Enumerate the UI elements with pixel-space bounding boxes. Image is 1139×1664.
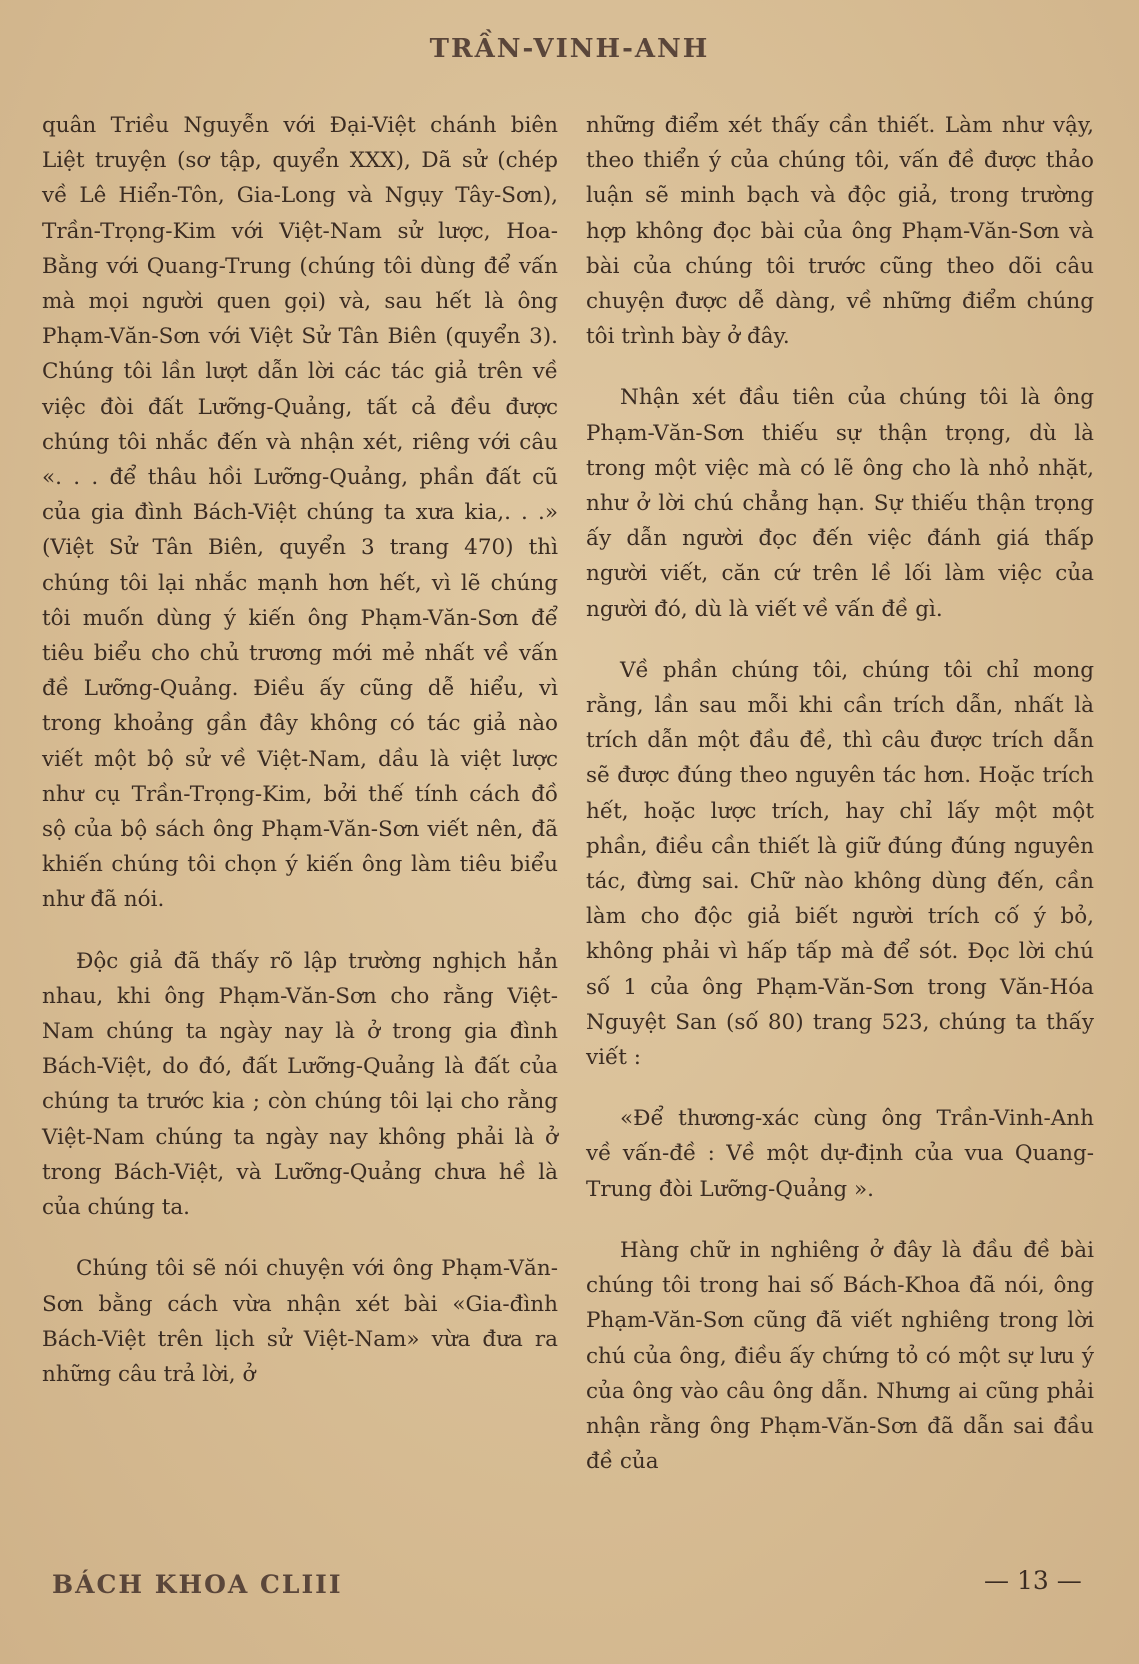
paragraph: Hàng chữ in nghiêng ở đây là đầu đề bài chúng tôi trong hai số Bách-Khoa đã nói, ông Phạm-Văn-Sơn cũng đã viết nghiêng trong lời chú của ông, điều ấy chứng tỏ có một sự lưu ý của ông vào câu ông dẫn. Nhưng ai cũng phải nhận rằng ông Phạm-Văn-Sơn đã dẫn sai đầu đề của <box>586 1237 1094 1475</box>
running-head: TRẦN-VINH-ANH <box>429 34 710 64</box>
paragraph: quân Triều Nguyễn với Đại-Việt chánh biên Liệt truyện (sơ tập, quyển XXX), Dã sử (chép về Lê Hiển-Tôn, Gia-Long và Ngụy Tây-Sơn), Trần-Trọng-Kim với Việt-Nam sử lược, Hoa-Bằng với Quang-Trung (chúng tôi dùng để vấn mà mọi người quen gọi) và, sau hết là ông Phạm-Văn-Sơn với Việt Sử Tân Biên (quyển 3). Chúng tôi lần lượt dẫn lời các tác giả trên về việc đòi đất Lưỡng-Quảng, tất cả đều được chúng tôi nhắc đến và nhận xét, riêng với câu «. . . để thâu hồi Lưỡng-Quảng, phần đất cũ của gia đình Bách-Việt chúng ta xưa kia,. . .» (Việt Sử Tân Biên, quyển 3 trang 470) thì chúng tôi lại nhắc mạnh hơn hết, vì lẽ chúng tôi muốn dùng ý kiến ông Phạm-Văn-Sơn để tiêu biểu cho chủ trương mới mẻ nhất về vấn đề Lưỡng-Quảng. Điều ấy cũng dễ hiểu, vì trong khoảng gần đây không có tác giả nào viết một bộ sử về Việt-Nam, dầu là việt lược như cụ Trần-Trọng-Kim, bởi thế tính cách đồ sộ của bộ sách ông Phạm-Văn-Sơn viết nên, đã khiến chúng tôi chọn ý kiến ông làm tiêu biểu như đã nói. <box>42 113 558 913</box>
paragraph: Nhận xét đầu tiên của chúng tôi là ông Phạm-Văn-Sơn thiếu sự thận trọng, dù là trong một việc mà có lẽ ông cho là nhỏ nhặt, như ở lời chú chẳng hạn. Sự thiếu thận trọng ấy dẫn người đọc đến việc đánh giá thấp người viết, căn cứ trên lề lối làm việc của người đó, dù là viết về vấn đề gì. <box>586 385 1094 622</box>
paragraph: Chúng tôi sẽ nói chuyện với ông Phạm-Văn-Sơn bằng cách vừa nhận xét bài «Gia-đình Bách-Việt trên lịch sử Việt-Nam» vừa đưa ra những câu trả lời, ở <box>42 1256 558 1387</box>
left-column <box>42 108 558 1418</box>
right-column <box>586 108 1094 1505</box>
paragraph: Về phần chúng tôi, chúng tôi chỉ mong rằng, lần sau mỗi khi cần trích dẫn, nhất là trích dẫn một đầu đề, thì câu được trích dẫn sẽ được đúng theo nguyên tác hơn. Hoặc trích hết, hoặc lược trích, hay chỉ lấy một một phần, điều cần thiết là giữ đúng đúng nguyên tác, đừng sai. Chữ nào không dùng đến, cần làm cho độc giả biết người trích cố ý bỏ, không phải vì hấp tấp mà để sót. Đọc lời chú số 1 của ông Phạm-Văn-Sơn trong Văn-Hóa Nguyệt San (số 80) trang 523, chúng ta thấy viết : <box>586 657 1094 1071</box>
paragraph: Độc giả đã thấy rõ lập trường nghịch hẳn nhau, khi ông Phạm-Văn-Sơn cho rằng Việt-Nam chúng ta ngày nay là ở trong gia đình Bách-Việt, do đó, đất Lưỡng-Quảng là đất của chúng ta trước kia ; còn chúng tôi lại cho rằng Việt-Nam chúng ta ngày nay không phải là ở trong Bách-Việt, và Lưỡng-Quảng chưa hề là của chúng ta. <box>42 948 558 1221</box>
magazine-footer: BÁCH KHOA CLIII <box>52 1570 343 1599</box>
page-number: — 13 — <box>984 1566 1082 1595</box>
quotation: «Để thương-xác cùng ông Trần-Vinh-Anh về vấn-đề : Về một dự-định của vua Quang-Trung đòi Lưỡng-Quảng ». <box>586 1106 1094 1202</box>
paragraph: những điểm xét thấy cần thiết. Làm như vậy, theo thiển ý của chúng tôi, vấn đề được thảo luận sẽ minh bạch và độc giả, trong trường hợp không đọc bài của ông Phạm-Văn-Sơn và bài của chúng tôi trước cũng theo dõi câu chuyện được dễ dàng, về những điểm chúng tôi trình bày ở đây. <box>586 113 1094 350</box>
